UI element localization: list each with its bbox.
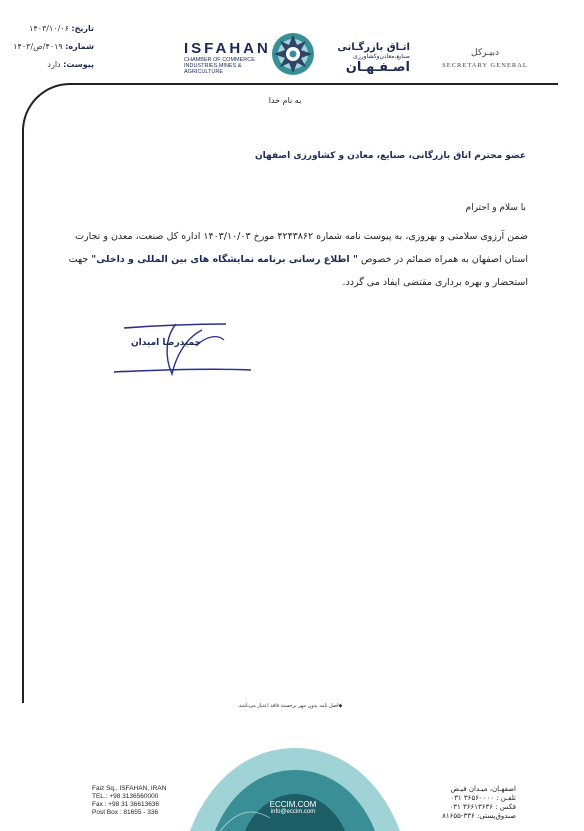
paragraph-text-1: ضمن آرزوی سلامتی و بهروزی، به پیوست نامه شماره ۴۲۴۳۸۶۲ مورخ ۱۴۰۳/۱۰/۰۳ اداره کل صنعت، معدن و تجارت استان اصفهان به همراه ضمائم در خصوص — [75, 231, 528, 265]
address-fa-line1: اصفهـان، میـدان فیـض — [450, 785, 516, 793]
phone-en: TEL.: +98 3136560000 — [92, 793, 159, 800]
fax-fa: فکس : ۳۶۶۱۳۶۳۶ ۰۳۱ — [449, 803, 516, 811]
date-value: ۱۴۰۳/۱۰/۰۶ — [29, 24, 69, 33]
date-row — [8, 20, 94, 38]
fax-en: Fax : +98 31 36613636 — [92, 801, 160, 808]
address-en — [92, 785, 192, 817]
paragraph-subject: " اطلاع رسانی برنامه نمایشگاه های بین المللی و داخلی" — [91, 254, 358, 265]
secretary-general-en: SECRETARY GENERAL — [442, 62, 528, 69]
org-name-en-title: ISFAHAN — [184, 40, 271, 57]
greeting: با سلام و احترام — [465, 203, 526, 213]
email-address[interactable]: info@eccim.com — [270, 809, 316, 815]
letter-frame — [22, 83, 558, 703]
attachment-row — [8, 56, 94, 74]
address-fa — [406, 785, 516, 821]
number-label: شماره: — [65, 42, 94, 51]
org-name-fa-line3: اصـفـهـان — [345, 60, 410, 75]
website-url[interactable]: ECCIM.COM — [269, 800, 317, 809]
attachment-value: دارد — [47, 60, 61, 69]
number-value: ۴۰۱۹/ص/۱۴۰۳ — [13, 42, 63, 51]
org-name-en — [184, 40, 274, 75]
address-en-line1: Faiz Sq., ISFAHAN, IRAN — [92, 785, 167, 792]
bismillah: به نام خدا — [268, 96, 302, 105]
secretary-general-fa: دبیـرکل — [471, 48, 499, 58]
signature — [106, 316, 256, 382]
post-box-fa: صندوق‌پستی: ۳۳۶-۸۱۶۵۵ — [442, 812, 516, 820]
org-name-fa — [318, 42, 410, 75]
letter-paragraph — [50, 225, 528, 294]
number-row — [8, 38, 94, 56]
attachment-label: پیوست: — [63, 60, 94, 69]
org-name-fa-line1: اتـاق بازرگـانی — [337, 42, 410, 53]
org-name-fa-line2: صنایع،معادن‌وکشاورزی — [353, 53, 410, 60]
secretary-general-title — [440, 48, 530, 69]
validity-notice: ◆اصل نامه بدون مهر برجسته فاقد اعتبار می‌باشد. — [237, 703, 343, 709]
chamber-emblem-icon — [270, 31, 316, 77]
letter-meta — [8, 20, 94, 74]
phone-fa: تلفـن : ۳۶۵۶۰۰۰۰ ۰۳۱ — [450, 794, 516, 802]
post-box-en: Post Box : 81655 - 336 — [92, 809, 159, 816]
org-name-en-line2: CHAMBER OF COMMERCE — [184, 57, 255, 63]
signer-name: حمیدرضا امیدان — [130, 338, 202, 348]
date-label: تاریخ: — [71, 24, 94, 33]
paragraph-text-2: جهت استحضار و بهره برداری مقتضی ایفاد می گردد. — [68, 254, 528, 288]
recipient: عضو محترم اتاق بازرگانی، صنایع، معادن و کشاورزی اصفهان — [254, 151, 526, 161]
org-name-en-line3: INDUSTRIES,MINES & AGRICULTURE — [184, 63, 242, 75]
website — [258, 800, 328, 815]
